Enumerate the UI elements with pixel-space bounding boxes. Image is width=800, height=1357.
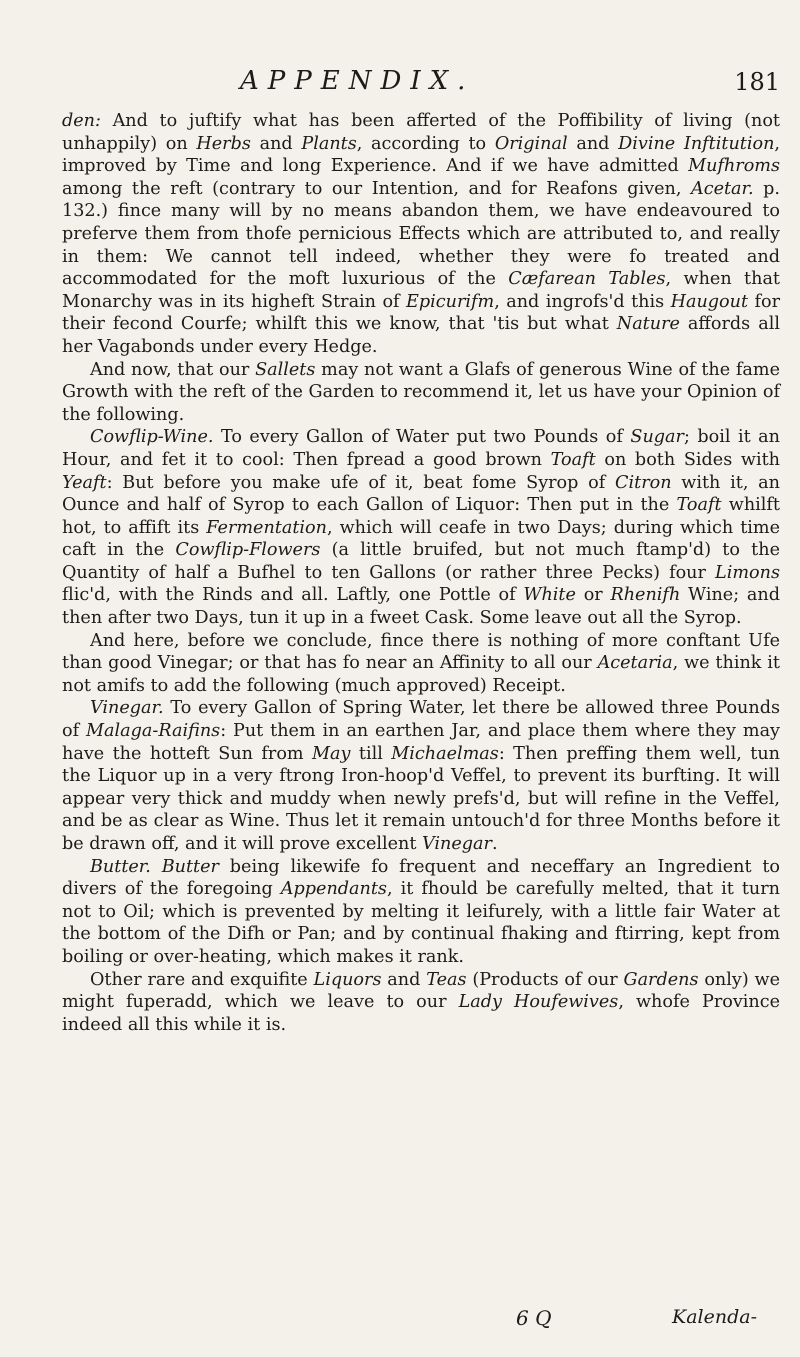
text-run: . bbox=[491, 834, 498, 854]
text-run: till bbox=[350, 743, 392, 764]
italic-text: Acetar. bbox=[691, 178, 754, 199]
text-run: being likewife fo frequent and neceffary an Ingredient to divers of the foregoing bbox=[62, 856, 780, 900]
text-run: Wine; and then after two Days, tun it up in a fweet Cask. Some leave out all the Syrop. bbox=[62, 585, 780, 629]
text-run: whilft hot, to affift its bbox=[62, 495, 780, 538]
text-run: : But before you make ufe of it, beat fome Syrop of bbox=[106, 472, 616, 493]
italic-text: Herbs bbox=[196, 133, 251, 154]
italic-text: May bbox=[312, 743, 351, 764]
text-run: p. 132.) fince many will by no means abandon them, we have endeavoured to preferve them from thofe pernicious Effects which are attributed to, and really in them: We cannot tell indeed, whether they were fo treated and accommodated for the moft luxurious of the bbox=[62, 178, 781, 290]
italic-text: Butter bbox=[161, 856, 219, 877]
text-run: may not want a Glafs of generous Wine of the fame Growth with the reft of the Garden to recommend it, let us have your Opinion of the following. bbox=[62, 359, 780, 425]
text-run: or bbox=[575, 585, 611, 606]
italic-text: Plants bbox=[301, 133, 357, 154]
italic-text: Citron bbox=[615, 472, 672, 493]
italic-text: Nature bbox=[616, 314, 680, 335]
italic-text: Rhenifh bbox=[610, 585, 681, 606]
italic-text: Lady Houfewives bbox=[458, 992, 619, 1013]
text-run: (Products of our bbox=[466, 969, 624, 990]
text-run: with it, an Ounce and half of Syrop to each Gallon of Liquor: Then put in the bbox=[62, 472, 780, 516]
text-run: , we think it not amifs to add the following (much approved) Receipt. bbox=[62, 653, 780, 696]
signature-mark: 6 Q bbox=[516, 1306, 552, 1330]
page-footer bbox=[0, 1306, 800, 1336]
paragraph bbox=[62, 110, 780, 359]
text-run: , improved by Time and long Experience. And if we have admitted bbox=[62, 133, 780, 177]
text-run: affords all her Vagabonds under every Hedge. bbox=[62, 314, 780, 357]
italic-text: Acetaria bbox=[597, 653, 673, 674]
text-run: To every Gallon of Water put two Pounds of bbox=[213, 427, 631, 448]
italic-text: Yeaft bbox=[62, 472, 107, 493]
catchword: Kalenda- bbox=[672, 1306, 757, 1328]
italic-text: Vinegar. bbox=[90, 698, 164, 719]
italic-text: Michaelmas bbox=[391, 743, 499, 764]
text-run: To every Gallon of Spring Water, let there be allowed three Pounds of bbox=[62, 698, 780, 742]
text-run: , it fhould be carefully melted, that it turn not to Oil; which is prevented by melting it leifurely, with a little fair Water at the bottom of the Difh or Pan; and by continual fhaking and ftirring, kept from boiling or over-heating, which makes it rank. bbox=[62, 879, 781, 967]
text-run: and bbox=[381, 969, 427, 990]
paragraph bbox=[62, 969, 780, 1037]
text-run: and bbox=[567, 133, 619, 154]
page-number: 181 bbox=[734, 68, 780, 96]
italic-text: White bbox=[523, 585, 576, 606]
italic-text: Toaft bbox=[676, 495, 722, 516]
text-run: ; boil it an Hour, and fet it to cool: Then fpread a good brown bbox=[62, 427, 780, 470]
text-run: And here, before we conclude, fince there is nothing of more conftant Ufe than good Vinegar; or that has fo near an Affinity to all our bbox=[62, 630, 780, 674]
italic-text: Cæfarean Tables bbox=[508, 269, 666, 290]
italic-text: Divine Inftitution bbox=[618, 133, 775, 154]
text-run: And now, that our bbox=[90, 359, 256, 380]
paragraph bbox=[62, 426, 780, 629]
italic-text: Sugar bbox=[630, 427, 684, 448]
italic-text: den: bbox=[62, 111, 101, 131]
italic-text: Sallets bbox=[255, 359, 316, 380]
text-run: Other rare and exquifite bbox=[90, 969, 314, 990]
text-run: : Then preffing them well, tun the Liquor up in a very ftrong Iron-hoop'd Veffel, to prevent its burfting. It will appear very thick and muddy when newly prefs'd, but will refine in the Veffel, and be as clear as Wine. Thus let it remain untouch'd for three Months before it be drawn off, and it will prove excellent bbox=[62, 743, 780, 854]
text-run: And to juftify what has been afferted of the Poffibility of living (not unhappily) on bbox=[62, 111, 780, 154]
body-text bbox=[62, 110, 780, 1036]
italic-text: Toaft bbox=[550, 449, 596, 470]
text-run: , which will ceafe in two Days; during which time caft in the bbox=[62, 517, 780, 561]
page-header bbox=[0, 60, 800, 100]
italic-text: Cowflip-Wine. bbox=[90, 427, 214, 448]
italic-text: Limons bbox=[715, 562, 780, 583]
italic-text: Haugout bbox=[670, 291, 749, 312]
text-run bbox=[151, 857, 162, 877]
text-run: : Put them in an earthen Jar, and place them where they may have the hotteft Sun from bbox=[62, 721, 780, 764]
paragraph bbox=[62, 359, 780, 427]
text-run: (a little bruifed, but not much ftamp'd) to the Quantity of half a Bufhel to ten Gallons (or rather three Pecks) four bbox=[62, 540, 780, 583]
italic-text: Gardens bbox=[623, 969, 699, 990]
text-run: among the reft (contrary to our Intention, and for Reafons given, bbox=[62, 178, 692, 199]
text-run: and bbox=[250, 133, 302, 154]
italic-text: Appendants bbox=[280, 879, 387, 900]
italic-text: Vinegar bbox=[422, 834, 492, 854]
text-run: , when that Monarchy was in its higheft Strain of bbox=[62, 269, 781, 312]
italic-text: Fermentation bbox=[206, 517, 327, 538]
paragraph bbox=[62, 856, 780, 969]
paragraph bbox=[62, 697, 780, 855]
italic-text: Teas bbox=[426, 969, 467, 990]
italic-text: Epicurifm bbox=[406, 291, 495, 312]
italic-text: Liquors bbox=[313, 969, 382, 990]
italic-text: Original bbox=[494, 133, 568, 154]
italic-text: Mufhroms bbox=[688, 156, 780, 177]
text-run: on both Sides with bbox=[595, 449, 780, 470]
text-run: for their fecond Courfe; whilft this we know, that 'tis but what bbox=[62, 291, 780, 335]
text-run: flic'd, with the Rinds and all. Laftly, one Pottle of bbox=[62, 585, 524, 606]
italic-text: Malaga-Raifins bbox=[86, 721, 221, 742]
text-run: only) we might fuperadd, which we leave to our bbox=[62, 969, 780, 1013]
text-run: , and ingrofs'd this bbox=[494, 291, 671, 312]
running-head: APPENDIX. bbox=[240, 66, 475, 96]
italic-text: Cowflip-Flowers bbox=[175, 540, 321, 561]
paragraph bbox=[62, 630, 780, 698]
text-run: , according to bbox=[356, 133, 495, 154]
text-run: , whofe Province indeed all this while it is. bbox=[62, 992, 780, 1035]
italic-text: Butter. bbox=[90, 856, 151, 877]
